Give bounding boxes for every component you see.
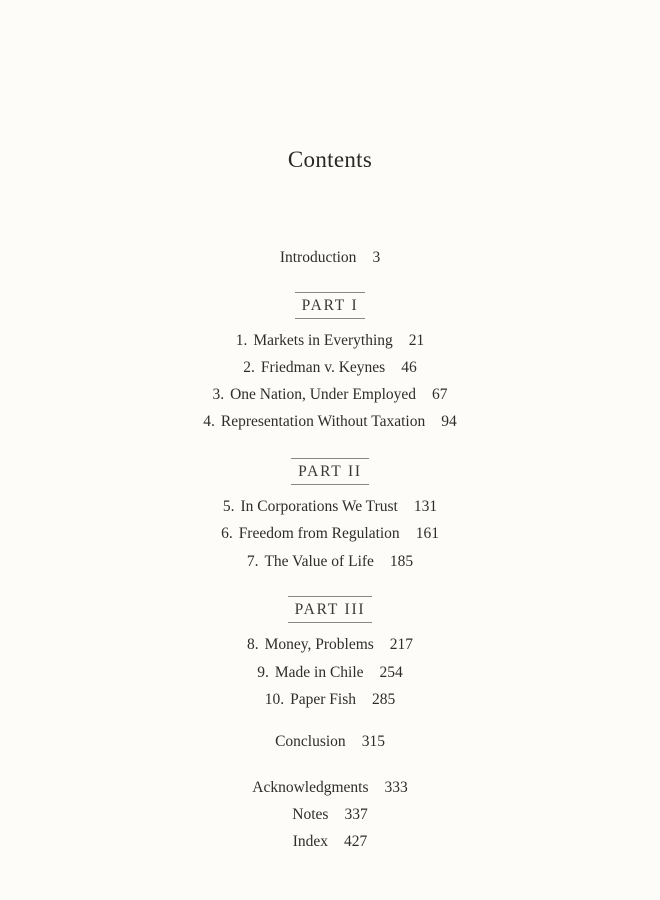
chapter-page: 46 [401,359,417,376]
toc-entry-notes[interactable] [0,805,660,825]
toc-entry-chapter-7[interactable] [0,552,660,572]
toc-entry-label: Conclusion [275,733,346,750]
part-label: PART III [288,596,373,623]
chapter-page: 185 [389,553,414,570]
part-label: PART II [291,458,369,485]
toc-entry-chapter-1[interactable] [0,331,660,351]
toc-entry-page: 333 [384,779,408,796]
toc-entry-chapter-9[interactable] [0,663,660,683]
chapter-title: Freedom from Regulation [238,525,400,542]
chapter-page: 285 [372,691,396,708]
chapter-title: Friedman v. Keynes [260,359,386,376]
chapter-page: 254 [379,664,403,681]
toc-entry-label: Index [292,833,329,850]
chapter-title: One Nation, Under Employed [230,386,417,403]
chapter-title: In Corporations We Trust [240,498,398,515]
toc-entry-index[interactable] [0,832,660,852]
chapter-title: The Value of Life [264,553,374,570]
toc-entry-chapter-5[interactable] [0,497,660,517]
toc-entry-label: Introduction [279,249,357,266]
chapter-number: 1. [235,332,248,349]
toc-entry-page: 3 [372,249,381,266]
part-heading-1 [0,292,660,319]
chapter-number: 5. [222,498,235,515]
toc-entry-conclusion[interactable] [0,732,660,752]
chapter-title: Money, Problems [264,636,374,653]
toc-entry-page: 427 [344,833,368,850]
toc-entry-page: 337 [344,806,368,823]
chapter-page: 161 [415,525,439,542]
chapter-number: 8. [246,636,259,653]
chapter-page: 94 [441,413,457,430]
toc-entry-label: Notes [292,806,329,823]
chapter-number: 3. [212,386,225,403]
toc-entry-chapter-6[interactable] [0,524,660,544]
chapter-title: Paper Fish [290,691,356,708]
part-heading-2 [0,458,660,485]
chapter-title: Representation Without Taxation [220,413,426,430]
chapter-number: 2. [243,359,255,376]
chapter-number: 7. [246,553,259,570]
chapter-number: 10. [264,691,285,708]
chapter-number: 4. [203,413,215,430]
toc-entry-page: 315 [361,733,385,750]
chapter-title: Made in Chile [274,664,364,681]
part-label: PART I [295,292,366,319]
toc-entry-acknowledgments[interactable] [0,778,660,798]
part-heading-3 [0,596,660,623]
toc-entry-label: Acknowledgments [252,779,369,796]
toc-entry-introduction[interactable] [0,248,660,268]
page-title: Contents [287,147,373,172]
toc-entry-chapter-3[interactable] [0,385,660,405]
chapter-page: 67 [432,386,448,403]
chapter-number: 6. [221,525,233,542]
toc-entry-chapter-2[interactable] [0,358,660,378]
toc-entry-chapter-8[interactable] [0,635,660,655]
toc-entry-chapter-4[interactable] [0,412,660,432]
chapter-page: 131 [413,498,438,515]
chapter-title: Markets in Everything [253,332,393,349]
toc-entry-chapter-10[interactable] [0,690,660,710]
chapter-page: 21 [408,332,425,349]
chapter-number: 9. [257,664,269,681]
chapter-page: 217 [389,636,414,653]
